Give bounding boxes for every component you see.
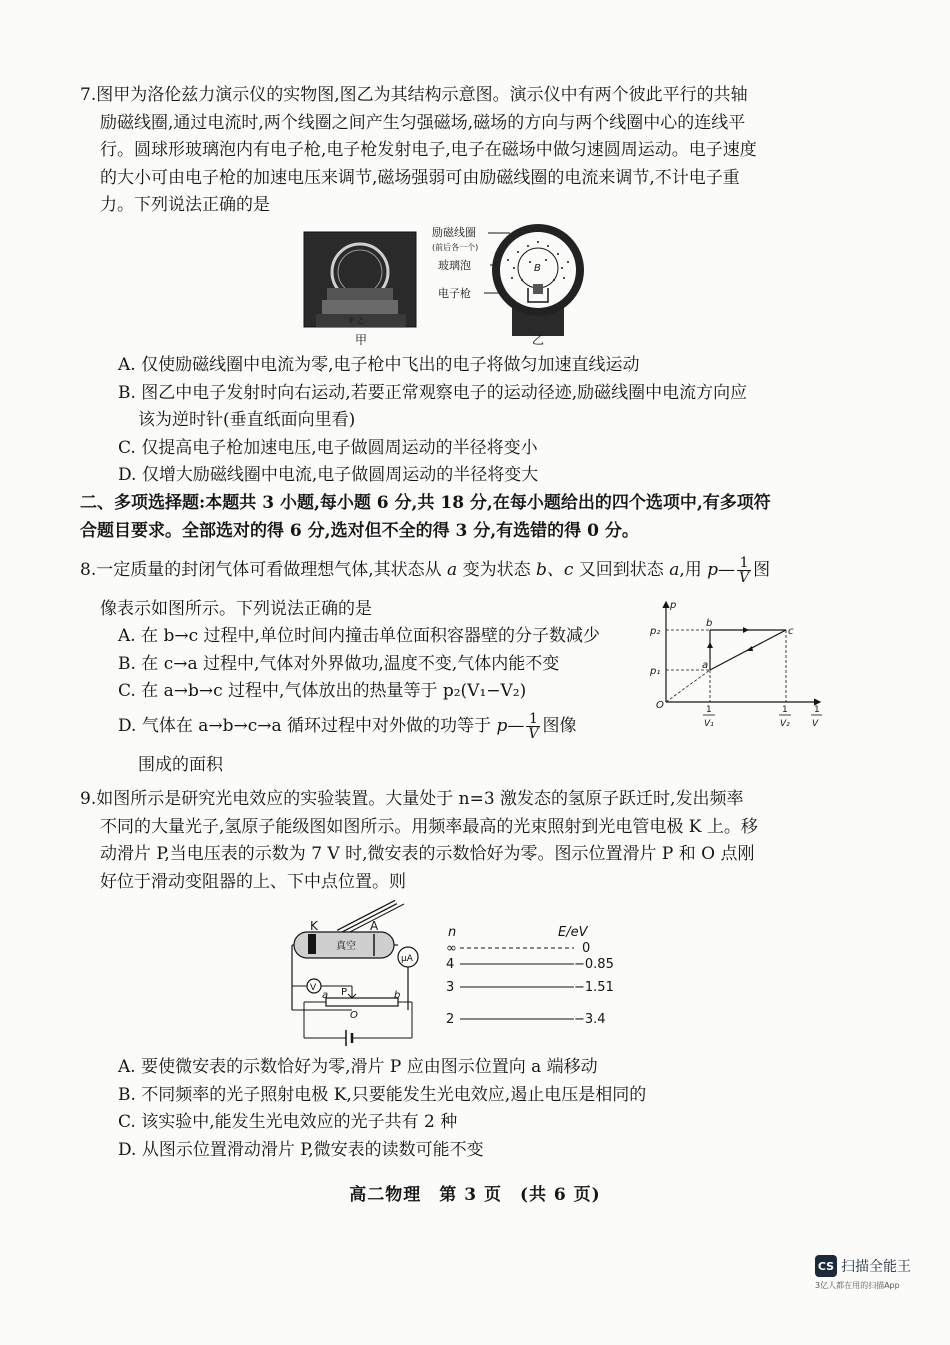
q8-frac-num: 1 xyxy=(526,712,540,727)
q8-state-a: a xyxy=(669,560,680,580)
q7-options xyxy=(118,352,823,490)
q8-states-bc: b、c xyxy=(535,560,574,580)
q8-text: 变为状态 xyxy=(457,560,536,580)
q8-option-d-cont: 围成的面积 xyxy=(138,754,223,775)
graph-tick-v2: V₂ xyxy=(780,719,790,729)
q7-jia-label: 甲 xyxy=(355,333,368,347)
section2-line: 二、多项选择题:本题共 3 小题,每小题 6 分,共 18 分,在每小题给出的四个选项中,有多项符 xyxy=(80,493,771,513)
q8-frac-num: 1 xyxy=(737,556,751,571)
circuit-a-electrode: A xyxy=(370,919,379,933)
level-e-4: −0.85 xyxy=(574,957,614,972)
q8-text: 8.一定质量的封闭气体可看做理想气体,其状态从 xyxy=(80,560,448,580)
q7-option-b-cont: 该为逆时针(垂直纸面向里看) xyxy=(138,410,356,430)
q7-option-a: A. 仅使励磁线圈中电流为零,电子枪中飞出的电子将做匀加速直线运动 xyxy=(118,355,640,375)
q9-option-a: A. 要使微安表的示数恰好为零,滑片 P 应由图示位置向 a 端移动 xyxy=(118,1057,598,1077)
q7-option-c: C. 仅提高电子枪加速电压,电子做圆周运动的半径将变小 xyxy=(118,437,538,458)
graph-tick-num: 1 xyxy=(782,705,788,715)
q7-yi-label: 乙 xyxy=(532,333,545,347)
q8-option-d-text: 图像 xyxy=(542,715,577,736)
q9-option-c: C. 该实验中,能发生光电效应的光子共有 2 种 xyxy=(118,1112,458,1132)
level-n-inf: ∞ xyxy=(446,941,457,956)
circuit-point-o: O xyxy=(350,1010,358,1021)
q8-option-d-text: D. 气体在 a→b→c→a 循环过程中对外做的功等于 xyxy=(118,715,497,736)
q7-line: 7.图甲为洛伦兹力演示仪的实物图,图乙为其结构示意图。演示仪中有两个彼此平行的共轴 xyxy=(80,85,748,105)
graph-tick-num: 1 xyxy=(706,705,712,715)
q8-text: 图 xyxy=(753,560,771,580)
section2-line: 合题目要求。全部选对的得 6 分,选对但不全的得 3 分,有选错的得 0 分。 xyxy=(80,520,639,541)
levels-n-label: n xyxy=(448,925,457,940)
q7-coil-note: (前后各一个) xyxy=(432,243,479,252)
watermark-name: 扫描全能王 xyxy=(841,1259,911,1275)
q7-figure-jia xyxy=(302,230,417,348)
graph-origin: O xyxy=(656,700,664,711)
section2-heading xyxy=(80,490,825,545)
q9-options xyxy=(118,1054,823,1164)
circuit-end-a: a xyxy=(322,990,329,1001)
level-n-4: 4 xyxy=(446,957,455,972)
q9-option-d: D. 从图示位置滑动滑片 P,微安表的读数可能不变 xyxy=(118,1139,484,1160)
q7-bulb-label: 玻璃泡 xyxy=(438,259,471,272)
q8-text: 又回到状态 xyxy=(573,560,670,580)
scanner-watermark xyxy=(815,1255,935,1291)
q8-option-c: C. 在 a→b→c 过程中,气体放出的热量等于 p₂(V₁−V₂) xyxy=(118,681,527,701)
q9-energy-level-diagram xyxy=(440,922,630,1034)
q8-fraction xyxy=(737,556,751,585)
graph-axis-v: V xyxy=(812,719,819,729)
watermark-row xyxy=(815,1255,935,1277)
q8-text: ,用 xyxy=(679,560,708,580)
q9-stem xyxy=(80,786,825,896)
graph-point-c: c xyxy=(788,626,794,637)
q7-option-b: B. 图乙中电子发射时向右运动,若要正常观察电子的运动径迹,励磁线圈中电流方向应 xyxy=(118,382,748,403)
q9-line: 不同的大量光子,氢原子能级图如图所示。用频率最高的光束照射到光电管电极 K 上。移 xyxy=(100,816,758,837)
graph-point-b: b xyxy=(706,618,713,629)
q8-p: p xyxy=(707,560,719,580)
q7-line: 行。圆球形玻璃泡内有电子枪,电子枪发射电子,电子在磁场中做匀速圆周运动。电子速度 xyxy=(100,140,757,160)
level-e-inf: 0 xyxy=(582,941,591,956)
q8-frac-den: V xyxy=(739,570,750,586)
q8-fraction xyxy=(526,712,540,741)
circuit-k: K xyxy=(310,919,318,933)
q8-line-1 xyxy=(80,552,825,588)
q7-figure-yi xyxy=(430,222,600,348)
q7-jia-plate: 甲 乙 xyxy=(348,317,365,325)
q7-line: 的大小可由电子枪的加速电压来调节,磁场强弱可由励磁线圈的电流来调节,不计电子重 xyxy=(100,167,740,188)
q9-line: 9.如图所示是研究光电效应的实验装置。大量处于 n=3 激发态的氢原子跃迁时,发出频率 xyxy=(80,789,744,809)
circuit-voltmeter: V xyxy=(310,983,317,993)
q9-line: 好位于滑动变阻器的上、下中点位置。则 xyxy=(100,871,406,892)
graph-tick-v1: V₁ xyxy=(704,719,714,729)
watermark-subtitle: 3亿人都在用的扫描App xyxy=(815,1281,900,1290)
q8-option-a: A. 在 b→c 过程中,单位时间内撞击单位面积容器壁的分子数减少 xyxy=(118,626,600,646)
q8-dash: — xyxy=(507,715,525,736)
level-n-2: 2 xyxy=(446,1012,455,1027)
level-n-3: 3 xyxy=(446,980,455,995)
q7-option-d: D. 仅增大励磁线圈中电流,电子做圆周运动的半径将变大 xyxy=(118,465,539,485)
q8-state-a: a xyxy=(447,560,458,580)
graph-p2: p₂ xyxy=(650,626,661,637)
watermark-logo-icon: CS xyxy=(815,1255,837,1277)
levels-e-label: E/eV xyxy=(558,925,588,940)
circuit-end-b: b xyxy=(394,990,401,1001)
q8-option-d xyxy=(118,706,618,746)
circuit-vacuum: 真空 xyxy=(336,941,356,952)
level-e-3: −1.51 xyxy=(574,980,614,995)
graph-p1: p₁ xyxy=(650,666,661,677)
q7-line: 励磁线圈,通过电流时,两个线圈之间产生匀强磁场,磁场的方向与两个线圈中心的连线平 xyxy=(100,112,746,133)
q8-option-b: B. 在 c→a 过程中,气体对外界做功,温度不变,气体内能不变 xyxy=(118,653,560,674)
q9-circuit-diagram xyxy=(286,900,436,1050)
q7-stem xyxy=(80,82,825,220)
circuit-microammeter: μA xyxy=(401,954,413,964)
q8-frac-den: V xyxy=(528,725,539,742)
q8-dash: — xyxy=(718,560,736,580)
q8-line-2: 像表示如图所示。下列说法正确的是 xyxy=(100,599,372,619)
q8-pv-graph xyxy=(648,598,826,732)
page-footer: 高二物理 第 3 页 (共 6 页) xyxy=(349,1185,601,1205)
q7-gun-label: 电子枪 xyxy=(438,287,471,300)
q9-line: 动滑片 P,当电压表的示数为 7 V 时,微安表的示数恰好为零。图示位置滑片 P 和 O 点刚 xyxy=(100,844,755,864)
graph-point-a: a xyxy=(702,660,709,671)
q8-p: p xyxy=(496,715,508,736)
q7-coil-label: 励磁线圈 xyxy=(432,226,476,239)
q8-options xyxy=(118,623,618,779)
circuit-slider-p: P xyxy=(341,987,348,998)
level-e-2: −3.4 xyxy=(574,1012,606,1027)
q9-option-b: B. 不同频率的光子照射电极 K,只要能发生光电效应,遏止电压是相同的 xyxy=(118,1084,647,1105)
q7-b-field-label: B xyxy=(534,263,541,274)
q8-stem xyxy=(80,552,825,588)
graph-p-axis: p xyxy=(670,600,677,611)
q7-line: 力。下列说法正确的是 xyxy=(100,195,270,215)
graph-axis-num: 1 xyxy=(814,705,820,715)
